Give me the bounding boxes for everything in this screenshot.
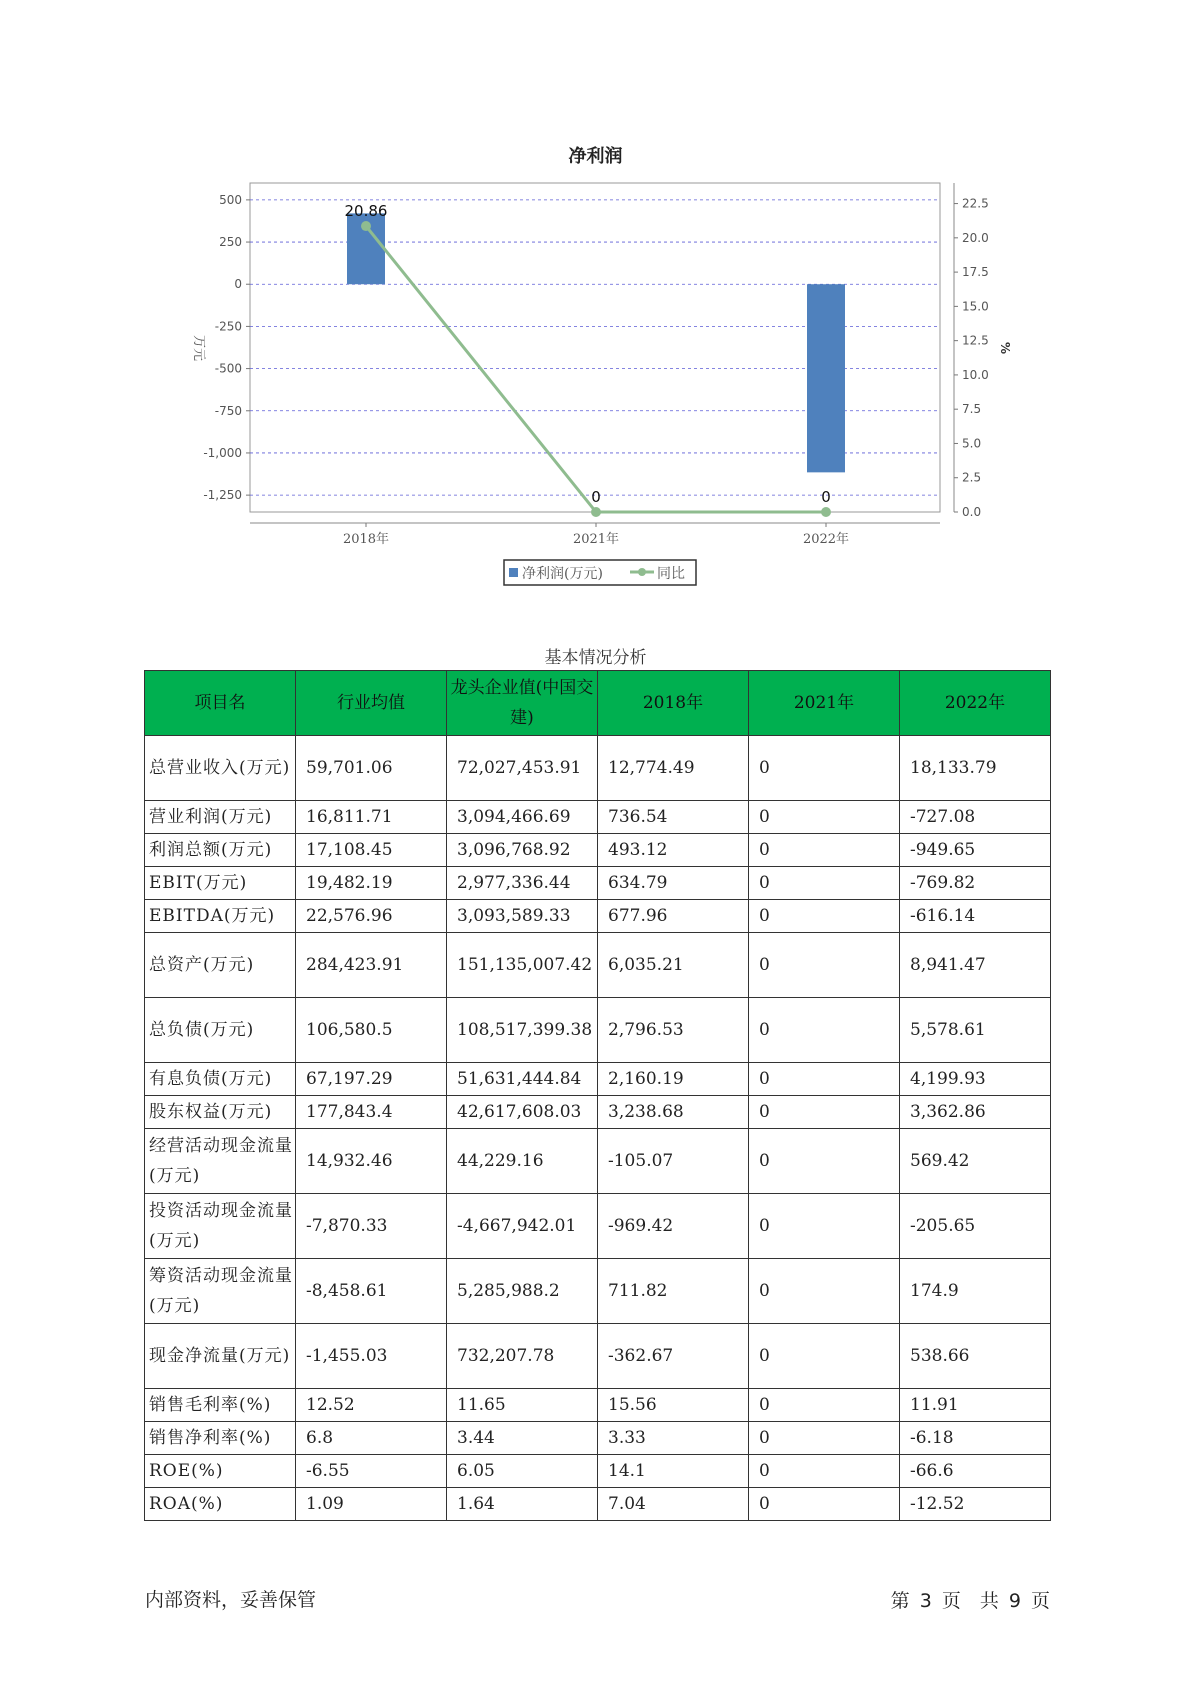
- table-cell: 284,423.91: [296, 933, 447, 998]
- row-label-cell: 现金净流量(万元): [145, 1324, 296, 1389]
- right-tick-label: 22.5: [962, 196, 989, 211]
- table-cell: 0: [749, 1259, 900, 1324]
- table-row: [145, 900, 1051, 933]
- right-tick-label: 2.5: [962, 470, 982, 485]
- table-cell: 0: [749, 867, 900, 900]
- left-tick-label: -1,000: [203, 445, 242, 460]
- table-cell: 1.64: [447, 1488, 598, 1521]
- table-cell: 19,482.19: [296, 867, 447, 900]
- table-caption: 基本情况分析: [544, 648, 647, 668]
- table-row: [145, 1096, 1051, 1129]
- table-cell: 42,617,608.03: [447, 1096, 598, 1129]
- table-cell: 3.44: [447, 1422, 598, 1455]
- table-cell: -616.14: [900, 900, 1051, 933]
- table-row: [145, 1422, 1051, 1455]
- table-cell: 16,811.71: [296, 801, 447, 834]
- table-cell: 0: [749, 801, 900, 834]
- table-cell: 12.52: [296, 1389, 447, 1422]
- table-cell: 0: [749, 1455, 900, 1488]
- table-cell: 5,578.61: [900, 998, 1051, 1063]
- table-cell: 0: [749, 1096, 900, 1129]
- yoy-point: [361, 221, 371, 231]
- table-cell: 7.04: [598, 1488, 749, 1521]
- table-cell: -7,870.33: [296, 1194, 447, 1259]
- table-row: [145, 1259, 1051, 1324]
- row-label-cell: EBITDA(万元): [145, 900, 296, 933]
- table-cell: 67,197.29: [296, 1063, 447, 1096]
- table-cell: -949.65: [900, 834, 1051, 867]
- table-cell: 177,843.4: [296, 1096, 447, 1129]
- table-row: [145, 933, 1051, 998]
- row-label-cell: 利润总额(万元): [145, 834, 296, 867]
- table-row: [145, 1455, 1051, 1488]
- right-tick-label: 7.5: [962, 402, 982, 417]
- table-cell: -105.07: [598, 1129, 749, 1194]
- basic-analysis-table: [144, 670, 1051, 1521]
- table-cell: 0: [749, 1063, 900, 1096]
- right-tick-label: 0.0: [962, 505, 982, 519]
- table-cell: 634.79: [598, 867, 749, 900]
- right-tick-label: 5.0: [962, 436, 982, 451]
- table-row: [145, 1389, 1051, 1422]
- table-cell: -4,667,942.01: [447, 1194, 598, 1259]
- legend-line-marker: [638, 568, 646, 576]
- table-cell: -362.67: [598, 1324, 749, 1389]
- header-item-name: 项目名: [145, 671, 296, 736]
- footer-confidential-note: 内部资料，妥善保管: [145, 1589, 317, 1611]
- table-cell: 0: [749, 834, 900, 867]
- left-tick-label: 0: [234, 277, 242, 292]
- table-cell: -727.08: [900, 801, 1051, 834]
- table-cell: 11.65: [447, 1389, 598, 1422]
- table-row: [145, 1488, 1051, 1521]
- table-cell: 2,977,336.44: [447, 867, 598, 900]
- table-cell: 2,160.19: [598, 1063, 749, 1096]
- chart-title: 净利润: [568, 146, 623, 167]
- right-tick-label: 12.5: [962, 333, 989, 348]
- table-row: [145, 998, 1051, 1063]
- table-cell: 0: [749, 933, 900, 998]
- row-label-cell: 总营业收入(万元): [145, 736, 296, 801]
- x-tick-label: 2018年: [342, 532, 390, 547]
- left-tick-label: 500: [219, 192, 242, 207]
- table-cell: -769.82: [900, 867, 1051, 900]
- right-tick-label: 10.0: [962, 367, 989, 382]
- row-label-cell: 总负债(万元): [145, 998, 296, 1063]
- header-2018: 2018年: [598, 671, 749, 736]
- table-cell: 538.66: [900, 1324, 1051, 1389]
- table-cell: 736.54: [598, 801, 749, 834]
- row-label-cell: 销售净利率(%): [145, 1422, 296, 1455]
- table-cell: 0: [749, 1129, 900, 1194]
- bar: [807, 284, 845, 472]
- table-cell: 17,108.45: [296, 834, 447, 867]
- yoy-data-label: 0: [591, 488, 601, 506]
- legend-label-net-profit: 净利润(万元): [522, 566, 603, 582]
- table-cell: -6.55: [296, 1455, 447, 1488]
- row-label-cell: ROE(%): [145, 1455, 296, 1488]
- row-label-cell: 销售毛利率(%): [145, 1389, 296, 1422]
- table-cell: -12.52: [900, 1488, 1051, 1521]
- chart-legend: [504, 560, 696, 585]
- table-cell: 106,580.5: [296, 998, 447, 1063]
- row-label-cell: ROA(%): [145, 1488, 296, 1521]
- table-cell: 0: [749, 998, 900, 1063]
- table-cell: 569.42: [900, 1129, 1051, 1194]
- table-cell: 15.56: [598, 1389, 749, 1422]
- header-industry-average: 行业均值: [296, 671, 447, 736]
- table-cell: 0: [749, 1488, 900, 1521]
- table-cell: 51,631,444.84: [447, 1063, 598, 1096]
- table-cell: 3.33: [598, 1422, 749, 1455]
- row-label-cell: 筹资活动现金流量(万元): [145, 1259, 296, 1324]
- table-cell: 44,229.16: [447, 1129, 598, 1194]
- row-label-cell: 总资产(万元): [145, 933, 296, 998]
- header-2022: 2022年: [900, 671, 1051, 736]
- table-row: [145, 867, 1051, 900]
- yoy-point: [591, 507, 601, 517]
- table-cell: 22,576.96: [296, 900, 447, 933]
- right-tick-label: 17.5: [962, 265, 989, 280]
- table-cell: 8,941.47: [900, 933, 1051, 998]
- table-header-row: [145, 671, 1051, 736]
- table-cell: 493.12: [598, 834, 749, 867]
- table-cell: 12,774.49: [598, 736, 749, 801]
- table-cell: 1.09: [296, 1488, 447, 1521]
- left-tick-label: -250: [214, 319, 242, 334]
- table-cell: 6.05: [447, 1455, 598, 1488]
- row-label-cell: EBIT(万元): [145, 867, 296, 900]
- left-tick-label: -750: [214, 403, 242, 418]
- table-cell: 2,796.53: [598, 998, 749, 1063]
- x-tick-label: 2021年: [572, 532, 620, 547]
- table-cell: 14.1: [598, 1455, 749, 1488]
- yoy-data-label: 20.86: [344, 202, 388, 221]
- table-cell: 3,238.68: [598, 1096, 749, 1129]
- table-cell: -205.65: [900, 1194, 1051, 1259]
- table-cell: 0: [749, 1389, 900, 1422]
- table-cell: 0: [749, 1324, 900, 1389]
- right-tick-label: 20.0: [962, 230, 989, 245]
- table-cell: 3,093,589.33: [447, 900, 598, 933]
- row-label-cell: 经营活动现金流量(万元): [145, 1129, 296, 1194]
- table-cell: 11.91: [900, 1389, 1051, 1422]
- table-row: [145, 1324, 1051, 1389]
- x-tick-label: 2022年: [802, 532, 850, 547]
- row-label-cell: 股东权益(万元): [145, 1096, 296, 1129]
- left-axis-label: 万元: [191, 334, 206, 362]
- table-cell: 72,027,453.91: [447, 736, 598, 801]
- row-label-cell: 投资活动现金流量(万元): [145, 1194, 296, 1259]
- table-cell: 6.8: [296, 1422, 447, 1455]
- table-cell: -6.18: [900, 1422, 1051, 1455]
- left-tick-label: -500: [214, 361, 242, 376]
- table-cell: -8,458.61: [296, 1259, 447, 1324]
- table-cell: -66.6: [900, 1455, 1051, 1488]
- table-row: [145, 801, 1051, 834]
- table-cell: 0: [749, 1422, 900, 1455]
- table-row: [145, 1129, 1051, 1194]
- table-cell: 59,701.06: [296, 736, 447, 801]
- table-cell: 3,362.86: [900, 1096, 1051, 1129]
- table-row: [145, 1194, 1051, 1259]
- table-cell: -1,455.03: [296, 1324, 447, 1389]
- table-cell: 4,199.93: [900, 1063, 1051, 1096]
- table-cell: 18,133.79: [900, 736, 1051, 801]
- yoy-point: [821, 507, 831, 517]
- table-cell: 0: [749, 900, 900, 933]
- table-row: [145, 1063, 1051, 1096]
- table-cell: 711.82: [598, 1259, 749, 1324]
- header-leader-value: 龙头企业值(中国交建): [447, 671, 598, 736]
- row-label-cell: 营业利润(万元): [145, 801, 296, 834]
- table-cell: 174.9: [900, 1259, 1051, 1324]
- left-tick-label: 250: [219, 235, 242, 250]
- table-cell: -969.42: [598, 1194, 749, 1259]
- table-cell: 732,207.78: [447, 1324, 598, 1389]
- left-tick-label: -1,250: [203, 488, 242, 503]
- legend-bar-swatch: [509, 568, 518, 577]
- table-cell: 6,035.21: [598, 933, 749, 998]
- legend-label-yoy: 同比: [657, 566, 685, 582]
- table-cell: 108,517,399.38: [447, 998, 598, 1063]
- table-cell: 151,135,007.42: [447, 933, 598, 998]
- table-cell: 0: [749, 736, 900, 801]
- footer-page-number: 第 3 页 共 9 页: [890, 1590, 1050, 1612]
- table-cell: 5,285,988.2: [447, 1259, 598, 1324]
- right-tick-label: 15.0: [962, 299, 989, 314]
- table-cell: 3,094,466.69: [447, 801, 598, 834]
- yoy-data-label: 0: [821, 488, 831, 506]
- table-row: [145, 736, 1051, 801]
- table-row: [145, 834, 1051, 867]
- row-label-cell: 有息负债(万元): [145, 1063, 296, 1096]
- table-cell: 14,932.46: [296, 1129, 447, 1194]
- table-cell: 677.96: [598, 900, 749, 933]
- table-cell: 3,096,768.92: [447, 834, 598, 867]
- table-cell: 0: [749, 1194, 900, 1259]
- right-axis-label: %: [998, 341, 1012, 355]
- net-profit-chart: [0, 0, 1191, 600]
- header-2021: 2021年: [749, 671, 900, 736]
